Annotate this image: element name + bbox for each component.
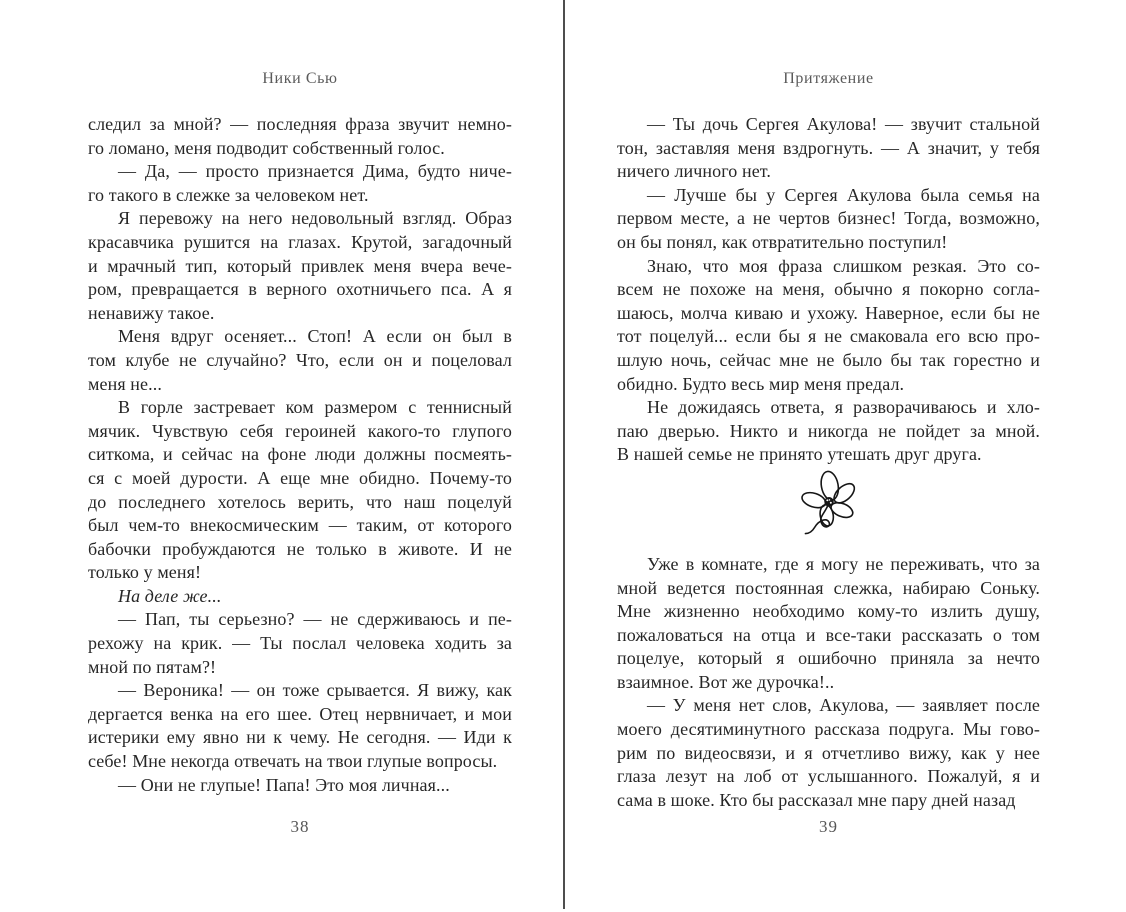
page-body-left [88, 113, 512, 797]
text-line: ситкома, и сейчас на фоне люди должны посмеять- [88, 444, 512, 465]
text-line: На деле же... [118, 585, 222, 606]
text-line: ром, превращается в верного охотничьего пса. А я [88, 279, 512, 300]
text-line: моего десятиминутного рассказа подруга. Мы гово- [617, 719, 1040, 740]
text-line: себе! Мне некогда отвечать на твои глупые вопросы. [88, 751, 498, 772]
text-line: — Вероника! — он тоже срывается. Я вижу, как [118, 680, 512, 701]
text-line: — Да, — просто признается Дима, будто ниче- [118, 161, 512, 182]
text-line: Я перевожу на него недовольный взгляд. Образ [118, 208, 512, 229]
text-line: бабочки пробуждаются не только в животе. И не [88, 538, 512, 559]
page-body-right [617, 113, 1040, 812]
text-line: В нашей семье не принято утешать друг друга. [617, 444, 982, 465]
text-line: паю дверью. Никто и никогда не пойдет за мной. [617, 420, 1040, 441]
page-right[interactable] [565, 0, 1126, 912]
text-line: ненавижу такое. [88, 302, 215, 323]
text-line: мной по пятам?! [88, 656, 217, 677]
text-line: был чем-то внекосмическим — таким, от которого [88, 515, 512, 536]
text-line: тот поцелуй... если бы я не смаковала его всю про- [617, 326, 1040, 347]
text-line: В горле застревает ком размером с теннисный [118, 397, 512, 418]
text-line: — У меня нет слов, Акулова, — заявляет после [647, 695, 1040, 716]
text-line: следил за мной? — последняя фраза звучит немно- [88, 114, 512, 134]
text-line: дергается венка на его шее. Отец нервничает, и мои [88, 703, 512, 724]
text-line: — Они не глупые! Папа! Это моя личная... [118, 774, 450, 795]
text-line: всем не похоже на меня, обычно я покорно согла- [617, 279, 1040, 300]
text-line: — Пап, ты серьезно? — не сдерживаюсь и пе- [118, 609, 512, 630]
text-line: рехожу на крик. — Ты послал человека ходить за [88, 633, 512, 654]
text-line: том клубе не случайно? Что, если он и поцеловал [88, 349, 512, 370]
text-line: он бы понял, как отвратительно поступил! [617, 231, 948, 252]
text-line: меня не... [88, 373, 162, 394]
text-line: глаза лезут на лоб от услышанного. Пожалуй, я и [617, 766, 1040, 787]
text-line: красавчика рушится на глазах. Крутой, загадочный [88, 231, 512, 252]
page-number-left: 38 [290, 817, 310, 836]
text-line: — Лучше бы у Сергея Акулова была семья на [647, 184, 1040, 205]
text-line: го такого в слежке за человеком нет. [88, 184, 369, 205]
text-line: сама в шоке. Кто бы рассказал мне пару дней назад [617, 789, 1016, 810]
text-line: истерики ему явно ни к чему. Не сегодня. — Иди к [88, 727, 512, 748]
text-column-right [617, 0, 1040, 912]
text-line: и мрачный тип, который привлек меня вчера вече- [88, 255, 512, 276]
text-line: рим по видеосвязи, и я отчетливо вижу, как у нее [617, 742, 1040, 763]
text-line: до последнего хотелось верить, что наш поцелуй [88, 491, 512, 512]
text-line: Уже в комнате, где я могу не переживать, что за [647, 553, 1040, 574]
text-line: взаимное. Вот же дурочка!.. [617, 671, 835, 692]
text-line: — Ты дочь Сергея Акулова! — звучит стальной [647, 114, 1040, 134]
text-line: ся с моей дурости. А еще мне обидно. Почему-то [88, 467, 512, 488]
text-line: Не дожидаясь ответа, я разворачиваюсь и хло- [647, 397, 1040, 418]
text-line: шаюсь, молча киваю и ухожу. Наверное, если бы не [617, 302, 1040, 323]
text-line: ничего личного нет. [617, 161, 772, 182]
text-line: го ломано, меня подводит собственный голос. [88, 137, 445, 158]
text-line: только у меня! [88, 562, 202, 583]
text-line: первом месте, а не чертов бизнес! Тогда, возможно, [617, 208, 1040, 229]
text-line: мной ведется постоянная слежка, набираю Соньку. [617, 577, 1040, 598]
running-head-author: Ники Сью [262, 70, 338, 87]
text-column-left [88, 0, 512, 912]
text-line: поцелуе, который я ошибочно приняла за нечто [617, 648, 1040, 669]
page-number-right: 39 [819, 817, 838, 836]
text-line: Мне жизненно необходимо кому-то излить душу, [617, 601, 1040, 622]
text-line: Меня вдруг осеняет... Стоп! А если он был в [118, 326, 512, 347]
flower-ornament [785, 469, 873, 545]
text-line: шлую ночь, сейчас мне не было бы так горестно и [617, 349, 1040, 370]
text-line: пожаловаться на отца и все-таки рассказать о том [617, 624, 1040, 645]
text-line: обидно. Будто весь мир меня предал. [617, 373, 905, 394]
text-line: тон, заставляя меня вздрогнуть. — А значит, у тебя [617, 137, 1040, 158]
text-line: мячик. Чувствую себя героиней какого-то глупого [88, 420, 512, 441]
text-line: Знаю, что моя фраза слишком резкая. Это со- [647, 255, 1040, 276]
running-head-title: Притяжение [783, 70, 874, 87]
